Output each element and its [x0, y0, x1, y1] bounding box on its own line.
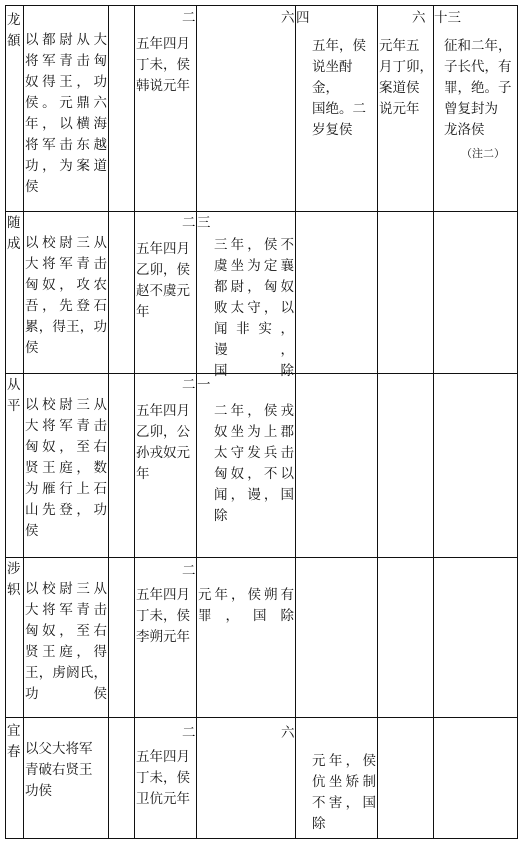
enfeoff-text: 五年四月 丁未，侯 韩说元年: [136, 36, 190, 94]
event-text: 元年，侯 伉坐矫制 不害，国 除: [312, 753, 376, 832]
grid-line: [108, 6, 109, 838]
event-text: 元年，侯朔有 罪，国除: [198, 587, 294, 624]
year-count: 十三: [434, 10, 461, 26]
grid-line: [6, 211, 517, 212]
merit-text: 以校尉三从 大将军青击 匈奴，至右 贤王庭，数 为雁行上石 山先登，功 侯: [25, 397, 107, 539]
enfeoff-text: 五年四月 丁未，侯 李朔元年: [136, 587, 190, 645]
grid-line: [23, 6, 24, 838]
year-count: 二: [182, 215, 196, 231]
year-count: 六: [281, 10, 295, 26]
marquis-name: 涉 轵: [7, 561, 21, 598]
year-count: 四: [296, 10, 310, 26]
grid-line: [377, 6, 378, 838]
marquis-name: 宜 春: [7, 723, 21, 760]
merit-text: 以都尉从大 将军青击匈 奴得王，功 侯。元鼎六 年，以横海 将军击东越 功，为案道 侯: [25, 32, 107, 195]
event-text: 五年，侯 说坐酎金， 国绝。二 岁复侯: [312, 38, 366, 138]
year-count: 一: [197, 377, 211, 393]
enfeoff-text: 五年四月 乙卯，公 孙戎奴元 年: [136, 403, 190, 482]
year-count: 二: [182, 563, 196, 579]
merit-text: 以校尉三从 大将军青击 匈奴，至右 贤王庭，得 王，虏阏氏， 功侯: [25, 581, 107, 702]
enfeoff-text: 五年四月 乙卯，侯 赵不虞元 年: [136, 241, 190, 320]
marquis-name: 从 平: [7, 377, 21, 414]
year-count: 六: [412, 10, 426, 26]
grid-line: [6, 717, 517, 718]
event-text: 元年五 月丁卯， 案道侯 说元年: [379, 38, 433, 117]
year-count: 三: [197, 215, 211, 231]
year-count: 二: [182, 377, 196, 393]
fief-table: [5, 5, 518, 839]
event-text: 二年，侯戎 奴坐为上郡 太守发兵击 匈奴，不以 闻，谩，国除: [214, 403, 294, 524]
merit-text: 以校尉三从 大将军青击 匈奴，攻农 吾，先登石 累，得王，功 侯: [25, 235, 107, 356]
grid-line: [6, 557, 517, 558]
event-text: 三年，侯不 虞坐为定襄 都尉，匈奴 败太守，以 闻非实，谩， 国除: [214, 237, 294, 379]
merit-text: 以父大将军 青破右贤王 功侯: [25, 741, 93, 799]
year-count: 二: [182, 725, 196, 741]
marquis-name: 龙 頟: [7, 12, 21, 49]
marquis-name: 随 成: [7, 215, 21, 252]
event-text: 征和二年， 子长代，有 罪，绝。子 曾复封为 龙洛侯: [444, 38, 512, 138]
footnote-marker: （注二）: [461, 147, 505, 160]
year-count: 二: [182, 10, 196, 26]
grid-line: [134, 6, 135, 838]
grid-line: [433, 6, 434, 838]
grid-line: [295, 6, 296, 838]
year-count: 六: [281, 725, 295, 741]
enfeoff-text: 五年四月 丁未，侯 卫伉元年: [136, 749, 190, 807]
